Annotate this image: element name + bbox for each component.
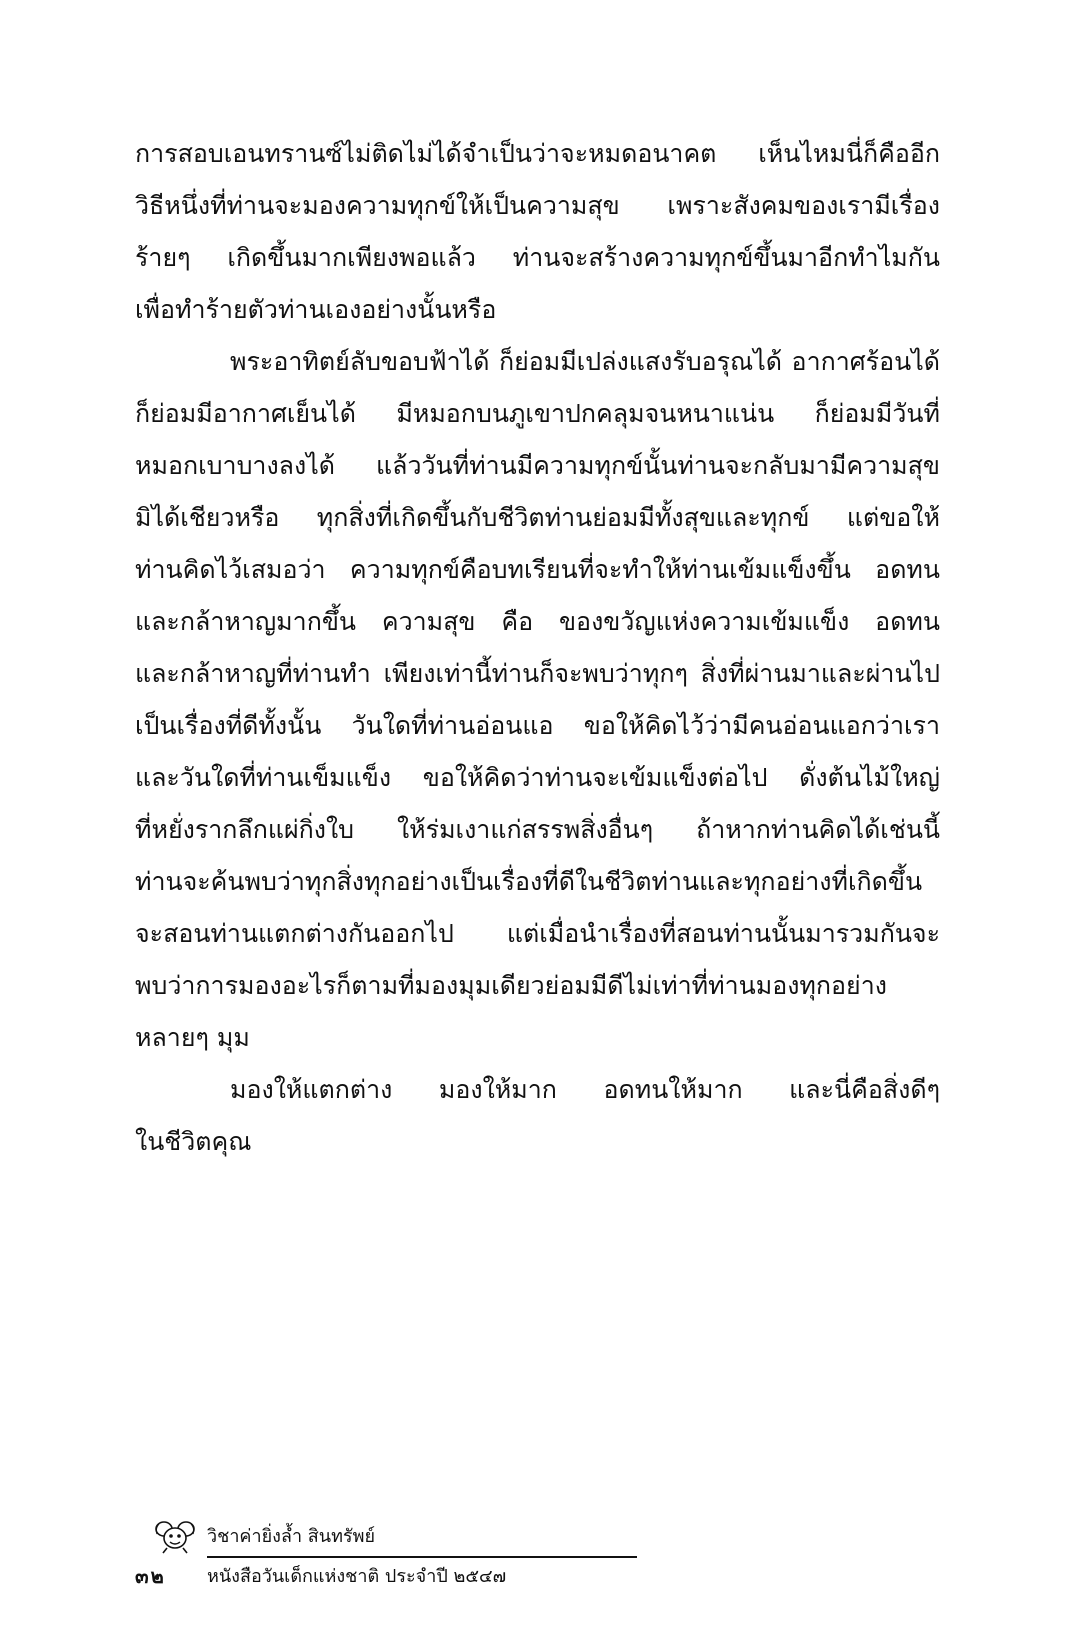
text-line: จะสอนท่านแตกต่างกันออกไป แต่เมื่อนำเรื่องที่สอนท่านนั้นมารวมกันจะ <box>135 919 940 948</box>
text-line: มิได้เชียวหรือ ทุกสิ่งที่เกิดขึ้นกับชีวิตท่านย่อมมีทั้งสุขและทุกข์ แต่ขอให้ <box>135 503 940 532</box>
paragraph-start-line: พระอาทิตย์ลับขอบฟ้าได้ ก็ย่อมมีเปล่งแสงรับอรุณได้ อากาศร้อนได้ <box>230 347 940 376</box>
book-title: หนังสือวันเด็กแห่งชาติ ประจำปี ๒๕๔๗ <box>207 1566 507 1587</box>
text-line: ร้ายๆ เกิดขึ้นมากเพียงพอแล้ว ท่านจะสร้างความทุกข์ขึ้นมาอีกทำไมกัน <box>135 243 940 272</box>
text-line: และกล้าหาญมากขึ้น ความสุข คือ ของขวัญแห่งความเข้มแข็ง อดทน <box>135 607 940 636</box>
text-line: และวันใดที่ท่านเข็มแข็ง ขอให้คิดว่าท่านจะเข้มแข็งต่อไป ดั่งต้นไม้ใหญ่ <box>135 763 940 792</box>
series-title: วิชาค่ายิ่งล้ำ สินทรัพย์ <box>207 1526 376 1547</box>
text-line: และกล้าหาญที่ท่านทำ เพียงเท่านี้ท่านก็จะพบว่าทุกๆ สิ่งที่ผ่านมาและผ่านไป <box>135 659 940 688</box>
text-line: ท่านจะค้นพบว่าทุกสิ่งทุกอย่างเป็นเรื่องที่ดีในชีวิตท่านและทุกอย่างที่เกิดขึ้น <box>135 867 923 896</box>
page-number: ๓๒ <box>135 1564 166 1588</box>
body-text <box>135 128 940 1168</box>
text-line: วิธีหนึ่งที่ท่านจะมองความทุกข์ให้เป็นความสุข เพราะสังคมของเรามีเรื่อง <box>135 191 940 220</box>
text-line: พบว่าการมองอะไรก็ตามที่มองมุมเดียวย่อมมีดีไม่เท่าที่ท่านมองทุกอย่าง <box>135 971 887 1000</box>
text-line: ก็ย่อมมีอากาศเย็นได้ มีหมอกบนภูเขาปกคลุมจนหนาแน่น ก็ย่อมมีวันที่ <box>135 399 940 428</box>
text-line: ท่านคิดไว้เสมอว่า ความทุกข์คือบทเรียนที่จะทำให้ท่านเข้มแข็งขึ้น อดทน <box>135 555 940 584</box>
text-line: หลายๆ มุม <box>135 1023 250 1052</box>
footer-top-row <box>135 1520 515 1556</box>
text-line: เพื่อทำร้ายตัวท่านเองอย่างนั้นหรือ <box>135 295 497 324</box>
text-line: หมอกเบาบางลงได้ แล้ววันที่ท่านมีความทุกข์นั้นท่านจะกลับมามีความสุข <box>135 451 940 480</box>
text-line: ที่หยั่งรากลึกแผ่กิ่งใบ ให้ร่มเงาแก่สรรพสิ่งอื่นๆ ถ้าหากท่านคิดได้เช่นนี้ <box>135 815 940 844</box>
text-line: เป็นเรื่องที่ดีทั้งนั้น วันใดที่ท่านอ่อนแอ ขอให้คิดไว้ว่ามีคนอ่อนแอกว่าเรา <box>135 711 940 740</box>
footer-bottom-row <box>135 1560 515 1594</box>
text-line: การสอบเอนทรานซ์ไม่ติดไม่ได้จำเป็นว่าจะหมดอนาคต เห็นไหมนี่ก็คืออีก <box>135 139 940 168</box>
footer-divider <box>207 1556 637 1558</box>
paragraph-start-line: มองให้แตกต่าง มองให้มาก อดทนให้มาก และนี่คือสิ่งดีๆ <box>230 1075 940 1104</box>
cartoon-mascot-icon <box>153 1520 197 1554</box>
text-line: ในชีวิตคุณ <box>135 1127 252 1156</box>
page-footer <box>135 1520 515 1594</box>
